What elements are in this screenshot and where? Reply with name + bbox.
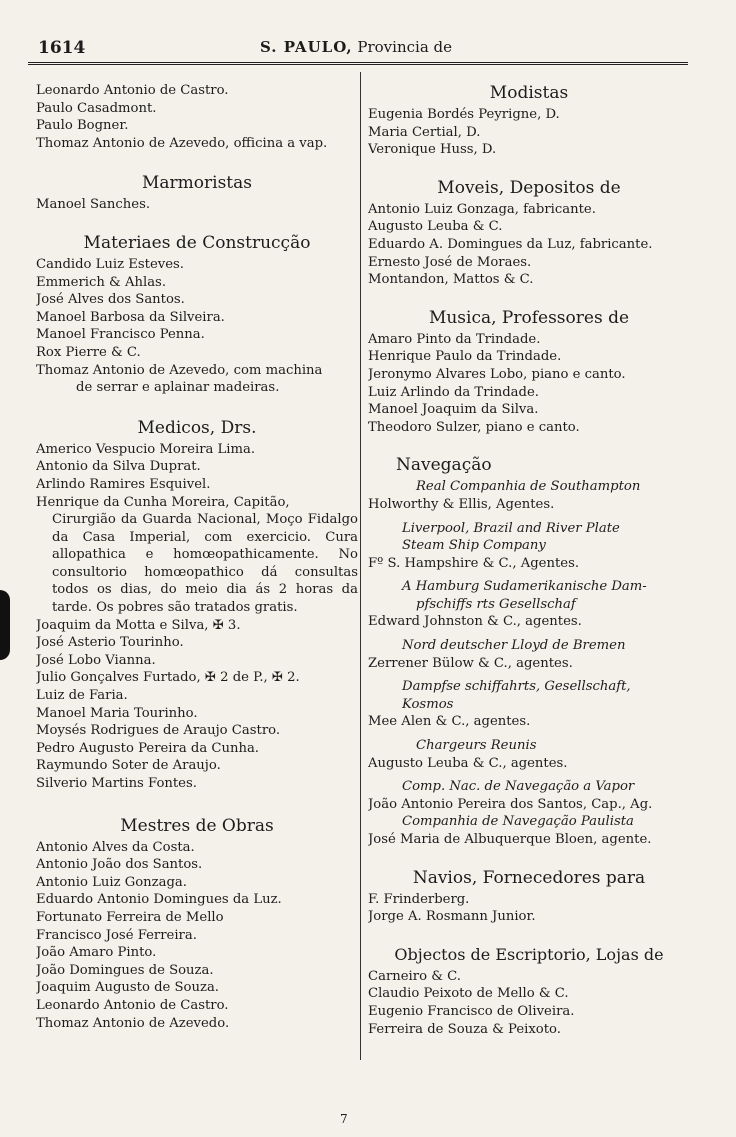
company-agent: Augusto Leuba & C., agentes. (368, 755, 568, 771)
section-musica (368, 307, 690, 437)
section-navios (368, 867, 690, 926)
list-item: Emmerich & Ahlas. (36, 274, 167, 290)
list-item: Henrique da Cunha Moreira, Capitão, (36, 494, 290, 510)
list-item: Maria Certial, D. (368, 124, 481, 140)
list-item: Thomaz Antonio de Azevedo, com machina (36, 362, 323, 378)
company-name: pfschiffs rts Gesellschaf (416, 596, 576, 612)
company-agent: José Maria de Albuquerque Bloen, agente. (368, 832, 652, 847)
list-item: Rox Pierre & C. (36, 344, 141, 360)
list-item: Montandon, Mattos & C. (368, 272, 534, 288)
list-item: Eugenio Francisco de Oliveira. (368, 1003, 575, 1019)
section-title: Navios, Fornecedores para (412, 867, 646, 888)
section-title: Materiaes de Construcção (83, 232, 311, 253)
city-name: S. PAULO, (260, 38, 353, 56)
section-marmoristas (36, 172, 358, 214)
section-title: Moveis, Depositos de (437, 177, 621, 198)
list-item: Luiz Arlindo da Trindade. (368, 384, 539, 400)
list-item: Claudio Peixoto de Mello & C. (368, 986, 569, 1002)
footer-mark: 7 (340, 1112, 348, 1126)
province-label: Provincia de (357, 38, 453, 56)
list-item: Antonio João dos Santos. (36, 857, 203, 873)
list-item: Antonio da Silva Duprat. (36, 459, 201, 475)
list-item: Jorge A. Rosmann Junior. (368, 909, 536, 925)
list-item: Moysés Rodrigues de Araujo Castro. (36, 723, 281, 739)
list-item: Joaquim Augusto de Souza. (36, 980, 219, 996)
section-mestres (36, 815, 358, 1033)
section-title: Modistas (489, 83, 569, 103)
list-item: Leonardo Antonio de Castro. (36, 83, 229, 98)
page-number: 1614 (38, 38, 86, 58)
list-item: Raymundo Soter de Araujo. (36, 758, 221, 774)
list-item: Arlindo Ramires Esquivel. (36, 476, 211, 492)
list-item: Americo Vespucio Moreira Lima. (36, 441, 256, 457)
running-title (260, 38, 452, 56)
left-column (36, 82, 358, 1032)
section-title: Medicos, Drs. (137, 417, 257, 438)
list-item: Antonio Luiz Gonzaga, fabricante. (368, 201, 596, 217)
company-agent: Mee Alen & C., agentes. (368, 714, 531, 730)
list-item: Fortunato Ferreira de Mello (36, 909, 224, 925)
section-title: Objectos de Escriptorio, Lojas de (394, 944, 664, 964)
company-name: Companhia de Navegação Paulista (402, 814, 634, 830)
company-name: Nord deutscher Lloyd de Bremen (402, 638, 626, 654)
list-item: Thomaz Antonio de Azevedo. (36, 1015, 230, 1031)
list-item: José Alves dos Santos. (36, 292, 185, 308)
list-item: Silverio Martins Fontes. (36, 776, 197, 791)
section-title: Musica, Professores de (428, 307, 630, 328)
list-item: Joaquim da Motta e Silva, ✠ 3. (36, 617, 241, 633)
company-agent: Zerrener Bülow & C., agentes. (368, 655, 573, 671)
section-continued (36, 82, 358, 152)
company-agent: Holworthy & Ellis, Agentes. (368, 496, 555, 512)
company-name: Liverpool, Brazil and River Plate (402, 520, 620, 536)
ink-smudge (0, 590, 10, 660)
list-item: Augusto Leuba & C. (368, 219, 503, 235)
list-item: Ernesto José de Moraes. (368, 254, 532, 270)
list-item: Paulo Casadmont. (36, 100, 157, 116)
list-item: Theodoro Sulzer, piano e canto. (368, 419, 580, 435)
column-divider (360, 72, 361, 1060)
list-item: Paulo Bogner. (36, 118, 129, 134)
list-item: Veronique Huss, D. (368, 142, 497, 158)
list-item: José Lobo Vianna. (36, 652, 156, 668)
list-item-continuation: de serrar e aplainar madeiras. (76, 380, 280, 396)
list-item: Manoel Sanches. (36, 197, 151, 213)
list-item: Henrique Paulo da Trindade. (368, 349, 562, 365)
right-column (368, 82, 690, 1038)
list-item: Carneiro & C. (368, 968, 461, 984)
list-item: Manoel Joaquim da Silva. (368, 402, 539, 418)
company-name: Dampfse schiffahrts, Gesellschaft, (402, 679, 631, 695)
header-rule (28, 62, 688, 65)
company-agent: João Antonio Pereira dos Santos, Cap., Ag. (368, 796, 653, 812)
list-item: Thomaz Antonio de Azevedo, officina a vap. (36, 135, 328, 151)
list-item: Antonio Luiz Gonzaga. (36, 874, 187, 890)
list-item: Eduardo Antonio Domingues da Luz. (36, 892, 282, 908)
list-item: Candido Luiz Esteves. (36, 256, 184, 272)
list-item: Pedro Augusto Pereira da Cunha. (36, 740, 260, 756)
section-moveis (368, 177, 690, 289)
section-title: Mestres de Obras (120, 815, 274, 836)
list-item: Jeronymo Alvares Lobo, piano e canto. (368, 366, 626, 382)
list-item: Amaro Pinto da Trindade. (368, 331, 541, 347)
list-item: Julio Gonçalves Furtado, ✠ 2 de P., ✠ 2. (36, 670, 300, 686)
company-name: Chargeurs Reunis (416, 738, 537, 754)
company-name: Steam Ship Company (402, 538, 546, 554)
list-item: Eduardo A. Domingues da Luz, fabricante. (368, 236, 653, 252)
section-materiaes (36, 232, 358, 397)
list-item: José Asterio Tourinho. (36, 635, 184, 651)
list-item: Manoel Barbosa da Silveira. (36, 309, 225, 325)
list-item: Luiz de Faria. (36, 688, 128, 704)
section-objectos (368, 944, 690, 1038)
list-item: Ferreira de Souza & Peixoto. (368, 1021, 561, 1037)
section-navegacao (368, 454, 690, 848)
section-title: Marmoristas (141, 173, 252, 194)
section-modistas (368, 82, 690, 159)
company-name: Kosmos (402, 696, 454, 712)
list-item: F. Frinderberg. (368, 891, 470, 907)
company-name: A Hamburg Sudamerikanische Dam- (402, 579, 647, 595)
list-item: Eugenia Bordés Peyrigne, D. (368, 107, 560, 122)
list-item-continuation: Cirurgião da Guarda Nacional, Moço Fidalgo da Casa Imperial, com exercicio. Cura allopathica e homœopathicamente. No consultorio homœopathico dá consultas todos os dias, do meio dia ás 2 horas da tarde. Os pobres são tratados gratis. (52, 512, 358, 616)
list-item: Antonio Alves da Costa. (36, 839, 195, 855)
list-item: Leonardo Antonio de Castro. (36, 997, 229, 1013)
company-name: Real Companhia de Southampton (416, 479, 641, 495)
list-item: João Amaro Pinto. (36, 945, 157, 961)
running-header (28, 34, 688, 60)
company-agent: Edward Johnston & C., agentes. (368, 614, 582, 630)
section-medicos (36, 417, 358, 793)
section-title: Navegação (396, 455, 492, 476)
list-item: Manoel Francisco Penna. (36, 327, 205, 343)
list-item: João Domingues de Souza. (36, 962, 214, 978)
list-item: Francisco José Ferreira. (36, 927, 197, 943)
company-agent: Fº S. Hampshire & C., Agentes. (368, 555, 580, 571)
list-item: Manoel Maria Tourinho. (36, 705, 198, 721)
company-name: Comp. Nac. de Navegação a Vapor (402, 779, 635, 795)
